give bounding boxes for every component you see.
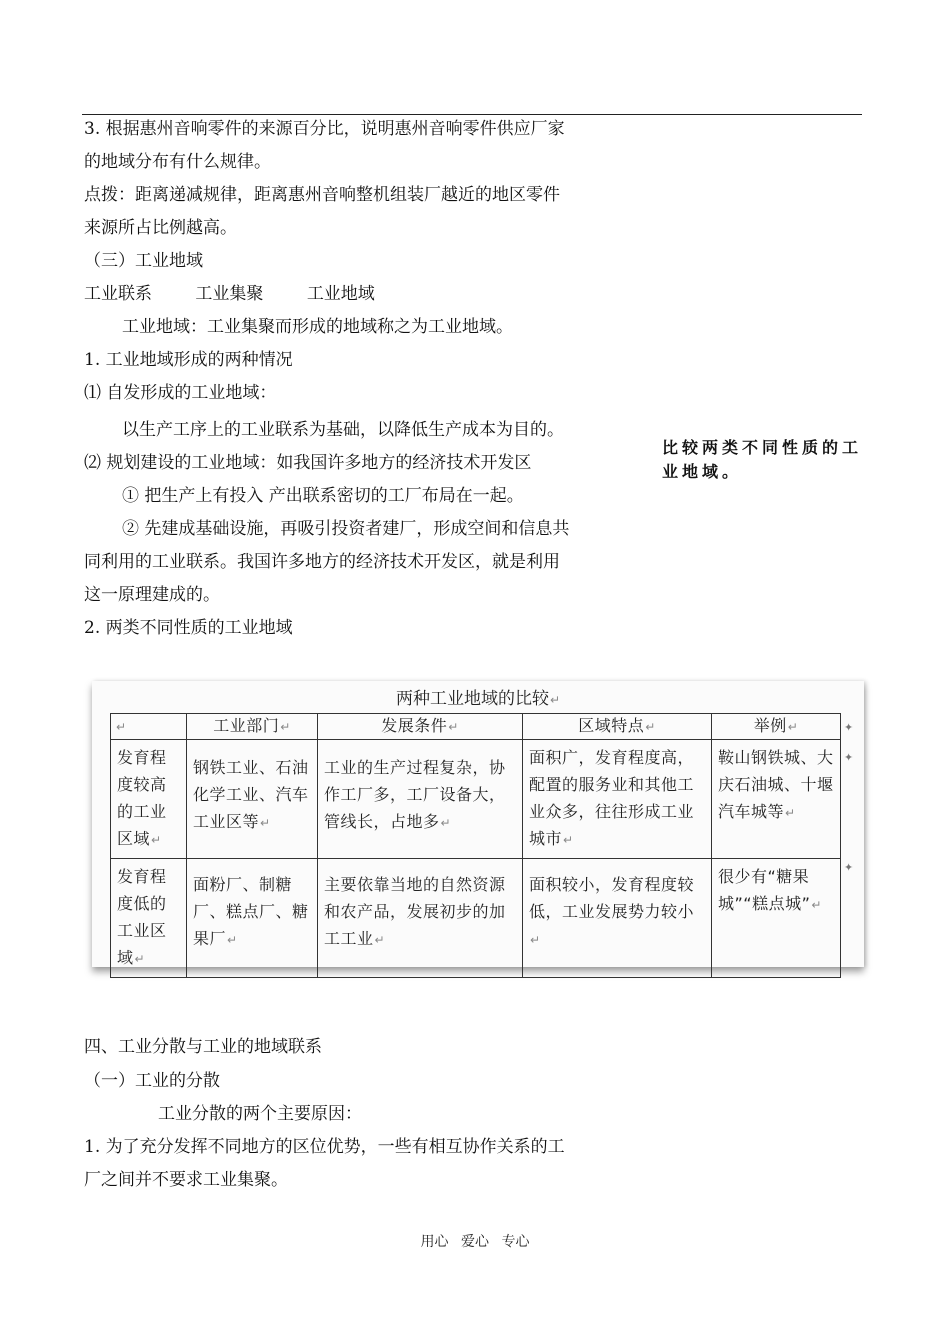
question-3-line-2: 的地域分布有什么规律。: [84, 152, 271, 172]
terms-row: [84, 283, 413, 305]
side-note: 比较两类不同性质的工业地域。: [662, 438, 863, 481]
row-sectors: 钢铁工业、石油化学工业、汽车工业区等↵: [187, 740, 318, 859]
point-1b-item-2-line-2: 同利用的工业联系。我国许多地方的经济技术开发区，就是利用: [84, 552, 560, 572]
comparison-table-image: [92, 681, 864, 967]
point-1b: ⑵ 规划建设的工业地域：如我国许多地方的经济技术开发区: [84, 453, 532, 473]
point-2-heading: 2. 两类不同性质的工业地域: [84, 618, 293, 638]
question-3-line-1: 3. 根据惠州音响零件的来源百分比，说明惠州音响零件供应厂家: [84, 119, 565, 139]
header-examples: 举例↵: [712, 714, 841, 740]
term-industrial-region: 工业地域: [306, 284, 375, 304]
row-examples: 很少有“糖果城”“糕点城”↵: [712, 859, 841, 978]
reasons-intro: 工业分散的两个主要原因：: [158, 1104, 362, 1124]
header-conditions: 发展条件↵: [318, 714, 523, 740]
row-features: 面积广，发育程度高，配置的服务业和其他工业众多，往往形成工业城市↵: [523, 740, 712, 859]
point-1b-item-2-line-3: 这一原理建成的。: [84, 585, 220, 605]
reason-1-line-2: 厂之间并不要求工业集聚。: [84, 1170, 288, 1190]
comparison-table: [110, 713, 841, 978]
section-4-heading: 四、工业分散与工业的地域联系: [84, 1037, 322, 1057]
point-1b-item-2-line-1: ② 先建成基础设施，再吸引投资者建厂，形成空间和信息共: [122, 519, 570, 539]
row-features: 面积较小，发育程度较低，工业发展势力较小↵: [523, 859, 712, 978]
header-features: 区域特点↵: [523, 714, 712, 740]
table-row: [111, 740, 841, 859]
subheading-industrial-region: （三）工业地域: [84, 251, 203, 271]
row-type: 发育程度较高的工业区域↵: [111, 740, 187, 859]
hint-line-1: 点拨：距离递减规律，距离惠州音响整机组装厂越近的地区零件: [84, 185, 560, 205]
row-conditions: 主要依靠当地的自然资源和农产品，发展初步的加工工业↵: [318, 859, 523, 978]
cell-marker: ✦: [844, 751, 854, 764]
table-row: [111, 859, 841, 978]
hint-line-2: 来源所占比例越高。: [84, 218, 237, 238]
header-empty: ↵: [111, 714, 187, 740]
row-type: 发育程度低的工业区域↵: [111, 859, 187, 978]
header-sectors: 工业部门↵: [187, 714, 318, 740]
section-4-subheading: （一）工业的分散: [84, 1071, 220, 1091]
table-header-row: [111, 714, 841, 740]
row-sectors: 面粉厂、制糖厂、糕点厂、糖果厂↵: [187, 859, 318, 978]
term-industrial-agglomeration: 工业集聚: [195, 284, 264, 304]
page-footer: 用心 爱心 专心: [420, 1234, 530, 1250]
point-1a: ⑴ 自发形成的工业地域：: [84, 383, 277, 403]
definition: 工业地域：工业集聚而形成的地域称之为工业地域。: [122, 317, 513, 337]
row-conditions: 工业的生产过程复杂，协作工厂多，工厂设备大，管线长，占地多↵: [318, 740, 523, 859]
header-rule: [82, 114, 862, 115]
point-1b-item-1: ① 把生产上有投入 产出联系密切的工厂布局在一起。: [122, 486, 524, 506]
row-examples: 鞍山钢铁城、大庆石油城、十堰汽车城等↵: [712, 740, 841, 859]
cell-marker: ✦: [844, 861, 854, 874]
cell-marker: ✦: [844, 721, 854, 734]
point-1-heading: 1. 工业地域形成的两种情况: [84, 350, 293, 370]
comparison-table-title: 两种工业地域的比较↵: [395, 689, 561, 709]
reason-1-line-1: 1. 为了充分发挥不同地方的区位优势，一些有相互协作关系的工: [84, 1137, 565, 1157]
point-1a-description: 以生产工序上的工业联系为基础，以降低生产成本为目的。: [122, 420, 564, 440]
term-industrial-linkage: 工业联系: [84, 284, 152, 304]
